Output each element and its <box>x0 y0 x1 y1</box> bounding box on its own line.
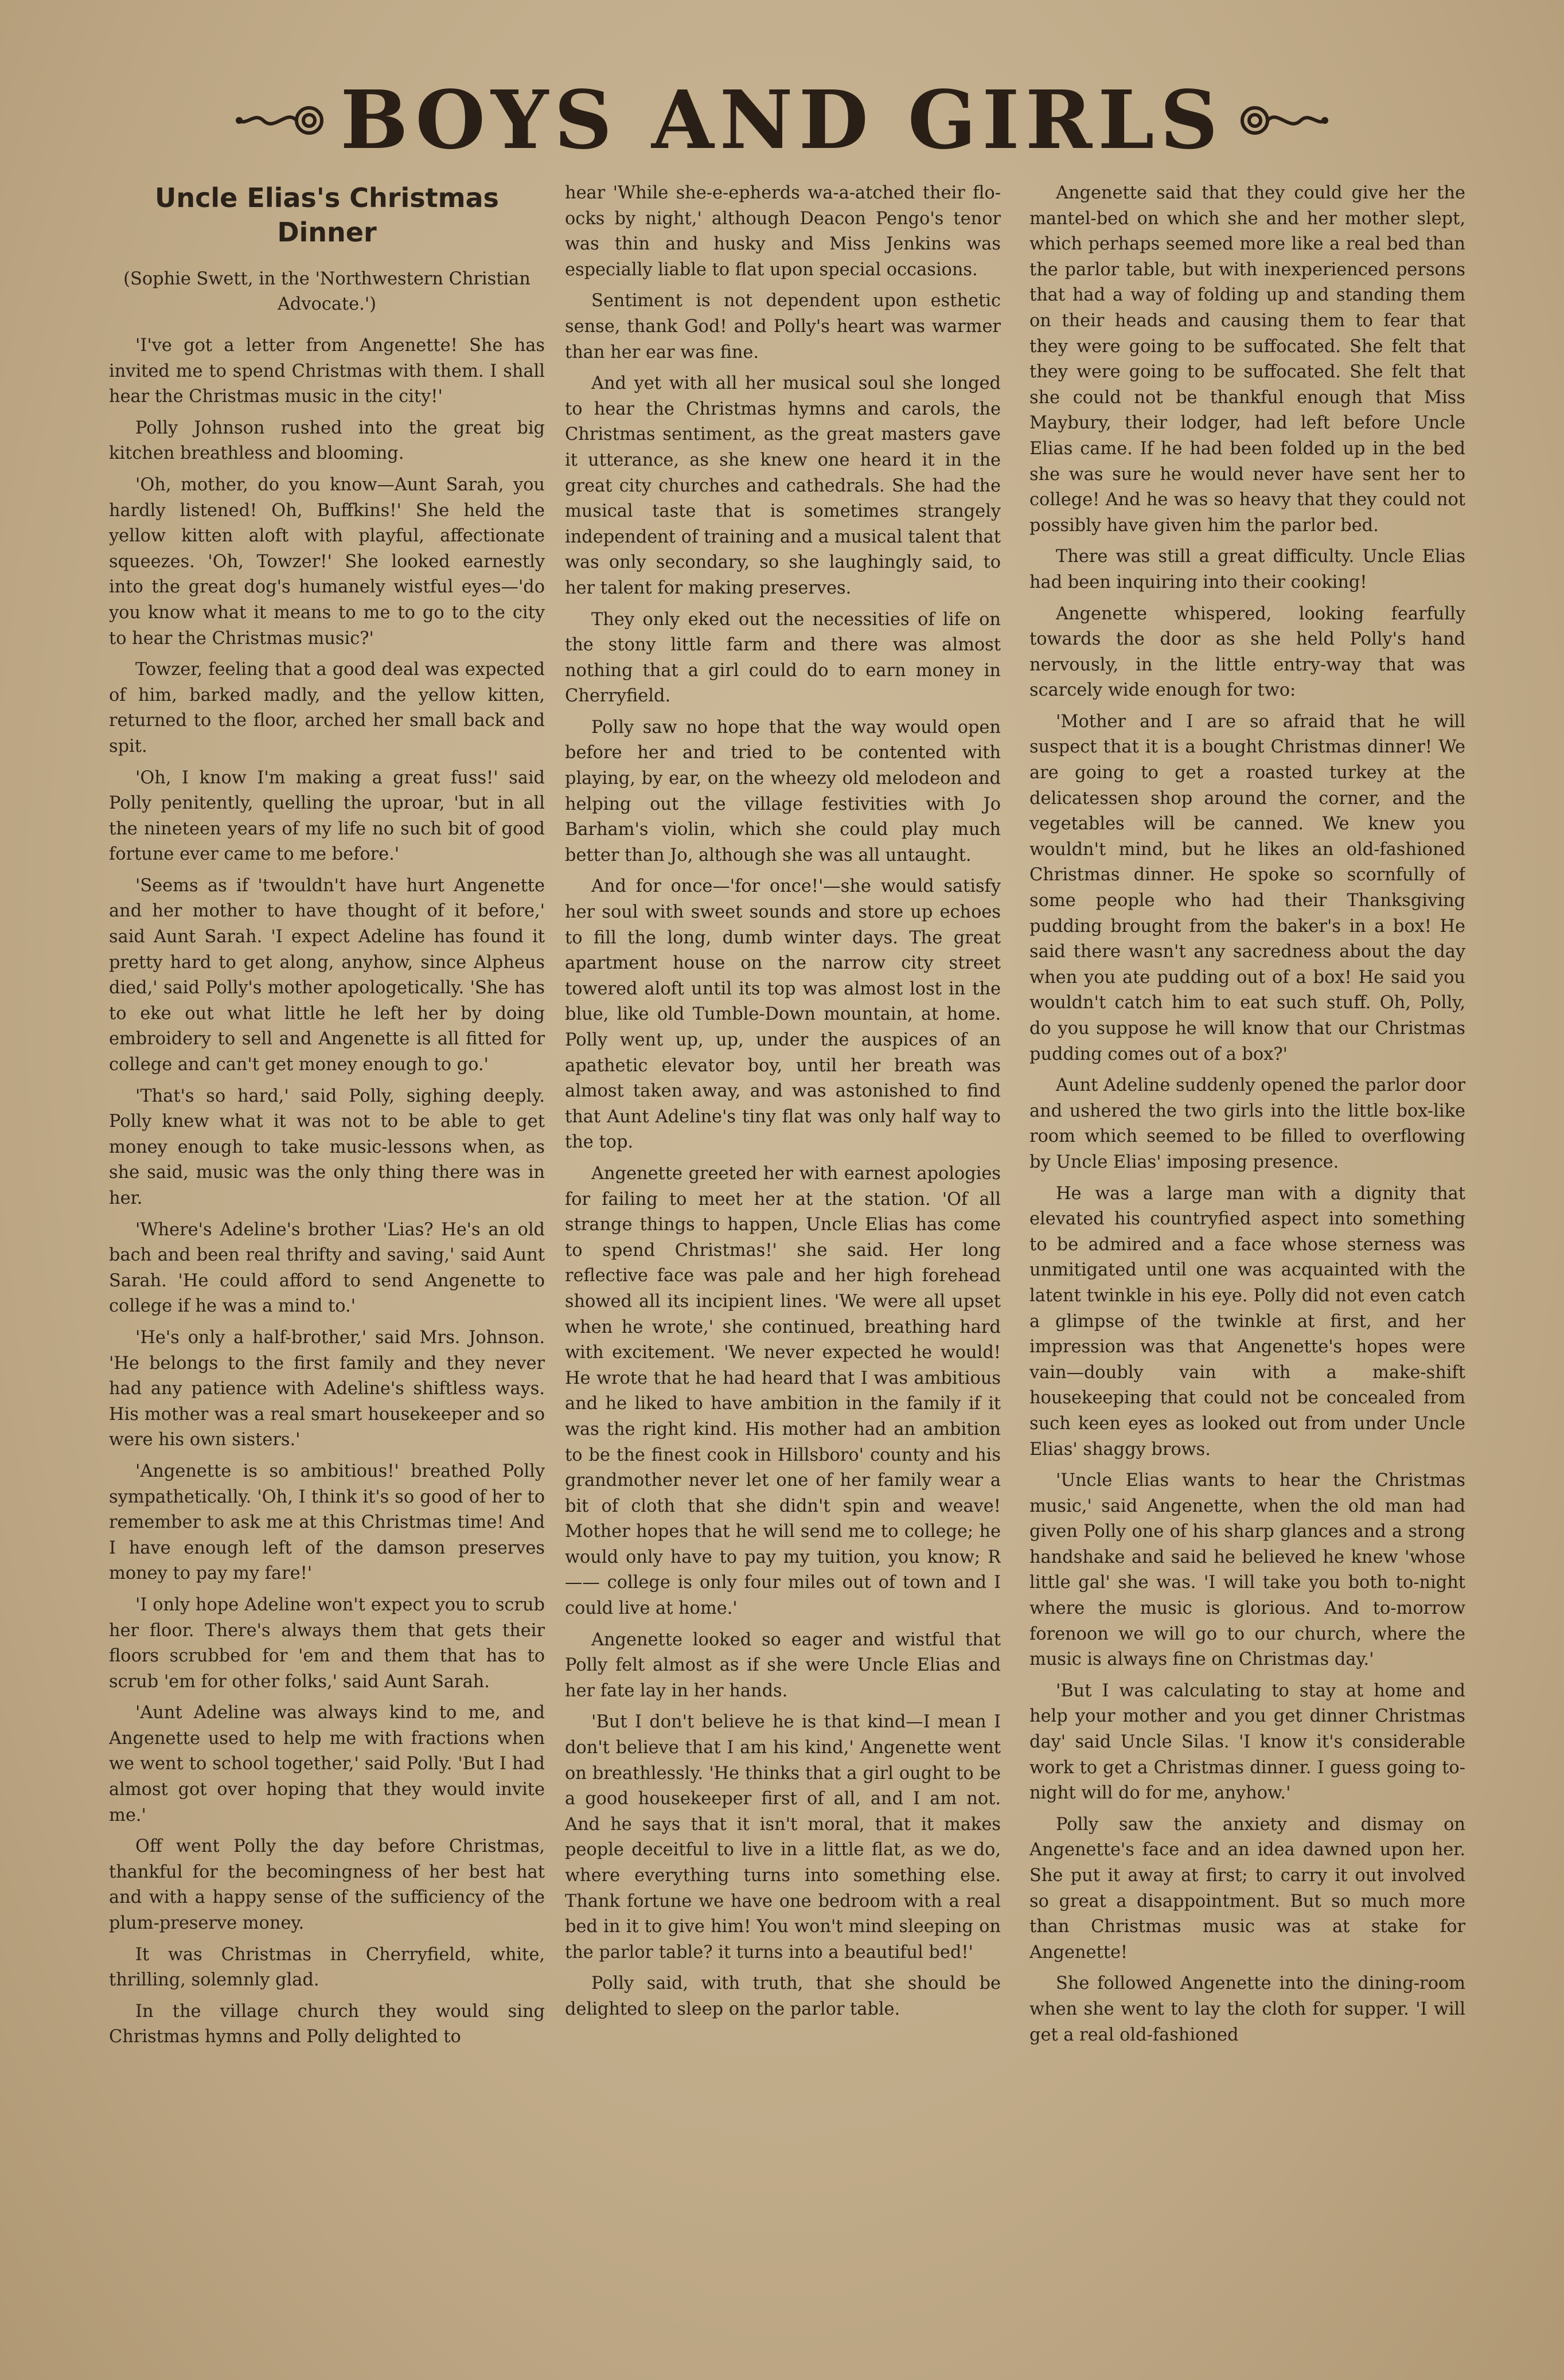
paragraph: Aunt Adeline suddenly opened the parlor door and ushered the two girls into the little box-like room which seemed to be filled to overflowing by Uncle Elias' imposing presence. <box>1029 1075 1465 1172</box>
paragraph: 'I only hope Adeline won't expect you to scrub her floor. There's always them that gets their floors scrubbed for 'em and them that has to scrub 'em for other folks,' said Aunt Sarah. <box>109 1594 545 1692</box>
paragraph: 'That's so hard,' said Polly, sighing deeply. Polly knew what it was not to be able to get money enough to take music-lessons when, as she said, music was the only thing there was in her. <box>109 1086 545 1208</box>
paragraph: 'I've got a letter from Angenette! She has invited me to spend Christmas with them. I shall hear the Christmas music in the city!' <box>109 335 545 407</box>
paragraph: It was Christmas in Cherryfield, white, thrilling, solemnly glad. <box>109 1944 545 1991</box>
paragraph: There was still a great difficulty. Uncle Elias had been inquiring into their cooking! <box>1029 547 1465 592</box>
paragraph: Angenette greeted her with earnest apologies for failing to meet her at the station. 'Of all strange things to happen, Uncle Elias has come to spend Christmas!' she said. Her long reflective face was pale and her high forehead showed all its incipient lines. 'We were all upset when he wrote,' she continued, breathing hard with excitement. 'We never expected he would! He wrote that he had heard that I was ambitious and he liked to have ambition in the family if it was the right kind. His mother had an ambition to be the finest cook in Hillsboro' county and his grandmother never let one of her family wear a bit of cloth that she didn't spin and weave! Mother hopes that he will send me to college; he would only have to pay my tuition, you know; R—— college is only four miles out of town and I could live at home.' <box>565 1163 1001 1619</box>
story-title: Uncle Elias's Christmas Dinner <box>155 182 499 248</box>
paragraph: Angenette said that they could give her the mantel-bed on which she and her mother slept, which perhaps seemed more like a real bed than the parlor table, but with inexperienced persons that had a way of folding up and standing them on their heads and causing them to fear that they were going to be suffocated. She felt that they were going to be suffocated. She felt that she could not be thankful enough that Miss Maybury, their lodger, had left before Uncle Elias came. If he had been folded up in the bed she was sure he would never have sent her to college! And he was so heavy that they could not possibly have given him the parlor bed. <box>1029 183 1465 536</box>
paragraph: And for once—'for once!'—she would satisfy her soul with sweet sounds and store up echoes to fill the long, dumb winter days. The great apartment house on the narrow city street towered aloft until its top was almost lost in the blue, like old Tumble-Down mountain, at home. Polly went up, up, under the auspices of an apathetic elevator boy, until her breath was almost taken away, and was astonished to find that Aunt Adeline's tiny flat was only half way to the top. <box>565 876 1001 1153</box>
paragraph: They only eked out the necessities of life on the stony little farm and there was almost nothing that a girl could do to earn money in Cherryfield. <box>565 609 1001 707</box>
paragraph: 'Aunt Adeline was always kind to me, and Angenette used to help me with fractions when we went to school together,' said Polly. 'But I had almost got over hoping that they would invite me.' <box>109 1703 545 1825</box>
paragraph: Towzer, feeling that a good deal was expected of him, barked madly, and the yellow kitten, returned to the floor, arched her small back and spit. <box>109 660 545 756</box>
paragraph: 'Oh, mother, do you know—Aunt Sarah, you hardly listened! Oh, Buffkins!' She held the yellow kitten aloft with playful, affectionate squeezes. 'Oh, Towzer!' She looked earnestly into the great dog's humanely wistful eyes—'do you know what it means to me to go to the city to hear the Christmas music?' <box>109 474 545 649</box>
paragraph: 'Where's Adeline's brother 'Lias? He's an old bach and been real thrifty and saving,' said Aunt Sarah. 'He could afford to send Angenette to college if he was a mind to.' <box>109 1219 545 1317</box>
paragraph: 'But I was calculating to stay at home and help your mother and you get dinner Christmas day' said Uncle Silas. 'I know it's considerable work to get a Christmas dinner. I guess going to-night will do for me, anyhow.' <box>1029 1680 1465 1804</box>
paragraph: Off went Polly the day before Christmas, thankful for the becomingness of her best hat and with a happy sense of the sufficiency of the plum-preserve money. <box>109 1836 545 1934</box>
paragraph: 'Uncle Elias wants to hear the Christmas music,' said Angenette, when the old man had given Polly one of his sharp glances and a strong handshake and said he believed he knew 'whose little gal' she was. 'I will take you both to-night where the music is glorious. And to-morrow forenoon we will go to our church, where the music is always fine on Christmas day.' <box>1029 1470 1465 1670</box>
left-ornament-icon <box>235 97 332 143</box>
paragraph: hear 'While she-e-epherds wa-a-atched their flo-ocks by night,' although Deacon Pengo's tenor was thin and husky and Miss Jenkins was especially liable to flat upon special occasions. <box>565 183 1001 280</box>
column-2 <box>565 181 1001 2245</box>
paragraph: 'Mother and I are so afraid that he will suspect that it is a bought Christmas dinner! We are going to get a roasted turkey at the delicatessen shop around the corner, and the vegetables will be canned. We knew you wouldn't mind, but he likes an old-fashioned Christmas dinner. He spoke so scornfully of some people who had their Thanksgiving pudding brought from the baker's in a box! He said there wasn't any sacredness about the day when you ate pudding out of a box! He said you wouldn't catch him to eat such stuff. Oh, Polly, do you suppose he will know that our Christmas pudding comes out of a box?' <box>1029 711 1465 1064</box>
masthead-header <box>0 69 1564 172</box>
paragraph: Angenette looked so eager and wistful that Polly felt almost as if she were Uncle Elias and her fate lay in her hands. <box>565 1629 1001 1701</box>
paragraph: 'Seems as if 'twouldn't have hurt Angenette and her mother to have thought of it before,' said Aunt Sarah. 'I expect Adeline has found it pretty hard to get along, anyhow, since Alpheus died,' said Polly's mother apologetically. 'She has to eke out what little he left her by doing embroidery to sell and Angenette is all fitted for college and can't get money enough to go.' <box>109 875 545 1075</box>
paragraph: She followed Angenette into the dining-room when she went to lay the cloth for supper. 'I will get a real old-fashioned <box>1029 1973 1465 2045</box>
column-1 <box>109 181 545 2245</box>
paragraph: 'Oh, I know I'm making a great fuss!' said Polly penitently, quelling the uproar, 'but in all the nineteen years of my life no such bit of good fortune ever came to me before.' <box>109 767 545 865</box>
paragraph: Angenette whispered, looking fearfully towards the door as she held Polly's hand nervously, in the little entry-way that was scarcely wide enough for two: <box>1029 603 1465 701</box>
paragraph: Polly saw no hope that the way would open before her and tried to be contented with playing, by ear, on the wheezy old melodeon and helping out the village festivities with Jo Barham's violin, which she could play much better than Jo, although she was all untaught. <box>565 717 1001 865</box>
column-3 <box>1029 181 1465 2245</box>
paragraph: Sentiment is not dependent upon esthetic sense, thank God! and Polly's heart was warmer than her ear was fine. <box>565 291 1001 362</box>
right-ornament-icon <box>1232 97 1329 143</box>
paragraph: 'Angenette is so ambitious!' breathed Polly sympathetically. 'Oh, I think it's so good of her to remember to ask me at this Christmas time! And I have enough left of the damson preserves money to pay my fare!' <box>109 1461 545 1584</box>
paragraph: Polly saw the anxiety and dismay on Angenette's face and an idea dawned upon her. She put it away at first; to carry it out involved so great a disappointment. But so much more than Christmas music was at stake for Angenette! <box>1029 1814 1465 1962</box>
story-byline: (Sophie Swett, in the 'Northwestern Christian Advocate.') <box>123 269 531 314</box>
paragraph: Polly Johnson rushed into the great big kitchen breathless and blooming. <box>109 418 545 464</box>
paragraph: Polly said, with truth, that she should be delighted to sleep on the parlor table. <box>565 1973 1001 2019</box>
paragraph: 'But I don't believe he is that kind—I mean I don't believe that I am his kind,' Angenette went on breathlessly. 'He thinks that a girl ought to be a good housekeeper first of all, and I am not. And he says that it isn't moral, that it makes people deceitful to live in a little flat, as we do, where everything turns into something else. Thank fortune we have one bedroom with a real bed in it to give him! You won't mind sleeping on the parlor table? it turns into a beautiful bed!' <box>565 1712 1001 1962</box>
paragraph: He was a large man with a dignity that elevated his countryfied aspect into something to be admired and a face whose sterness was unmitigated until one was acquainted with the latent twinkle in his eye. Polly did not even catch a glimpse of the twinkle at first, and her impression was that Angenette's hopes were vain—doubly vain with a make-shift housekeeping that could not be concealed from such keen eyes as looked out from under Uncle Elias' shaggy brows. <box>1029 1183 1465 1460</box>
masthead-title: BOYS AND GIRLS <box>340 73 1224 167</box>
paragraph: And yet with all her musical soul she longed to hear the Christmas hymns and carols, the Christmas sentiment, as the great masters gave it utterance, as she knew one heard it in the great city churches and cathedrals. She had the musical taste that is sometimes strangely independent of training and a musical talent that was only secondary, so she laughingly said, to her talent for making preserves. <box>565 373 1001 598</box>
paragraph: In the village church they would sing Christmas hymns and Polly delighted to <box>109 2001 545 2047</box>
paragraph: 'He's only a half-brother,' said Mrs. Johnson. 'He belongs to the first family and they never had any patience with Adeline's shiftless ways. His mother was a real smart housekeeper and so were his own sisters.' <box>109 1327 545 1450</box>
